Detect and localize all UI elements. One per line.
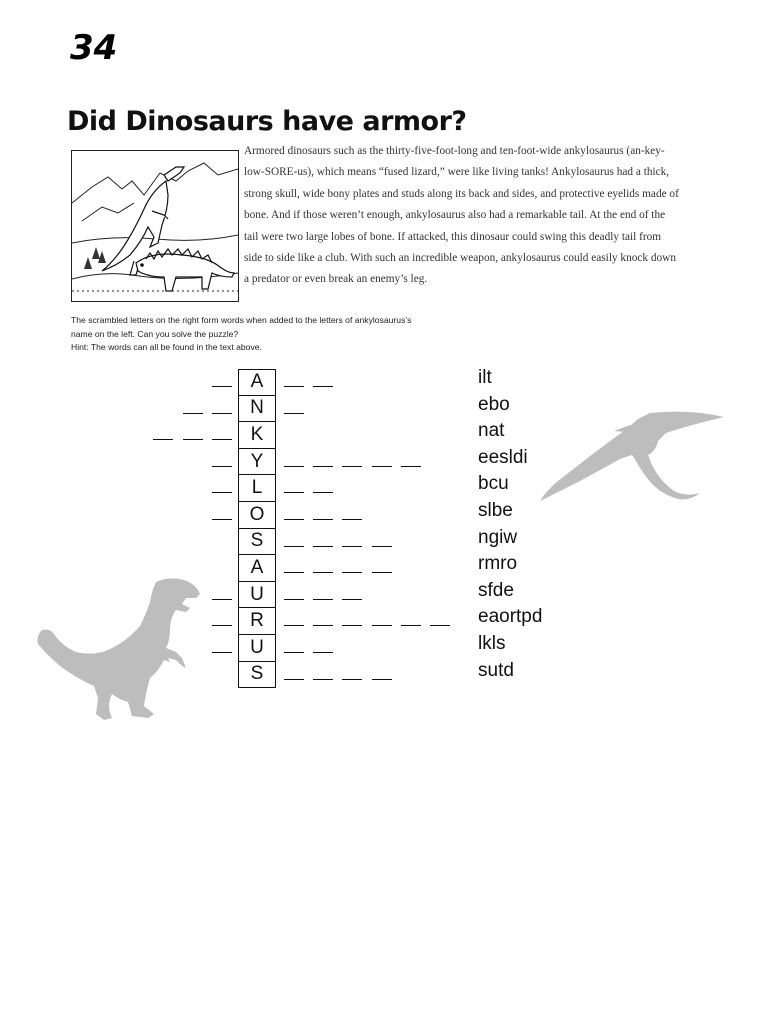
scrambled-letters: bcu (478, 473, 509, 495)
scrambled-letters: eaortpd (478, 606, 543, 628)
left-answer-blank[interactable] (153, 439, 173, 440)
puzzle-row (0, 608, 768, 635)
ankylosaurus-letter: N (238, 396, 276, 423)
right-answer-blank[interactable] (284, 599, 304, 600)
ankylosaurus-letter: A (238, 369, 276, 396)
right-answer-blank[interactable] (372, 466, 392, 467)
right-answer-blank[interactable] (313, 466, 333, 467)
scrambled-letters: ilt (478, 367, 492, 388)
right-answer-blank[interactable] (284, 546, 304, 547)
left-answer-blank[interactable] (212, 599, 232, 600)
right-answer-blank[interactable] (372, 625, 392, 626)
left-answer-blank[interactable] (212, 386, 232, 387)
ankylosaurus-letter: A (238, 555, 276, 582)
left-answer-blank[interactable] (183, 439, 203, 440)
puzzle-row (0, 526, 768, 556)
right-answer-blank[interactable] (313, 679, 333, 680)
right-answer-blank[interactable] (342, 572, 362, 573)
right-answer-blank[interactable] (284, 572, 304, 573)
left-answer-blank[interactable] (212, 492, 232, 493)
left-answer-blank[interactable] (183, 413, 203, 414)
right-answer-blank[interactable] (284, 519, 304, 520)
right-answer-blank[interactable] (284, 492, 304, 493)
scrambled-letters: ngiw (478, 526, 518, 548)
page-number: 34 (70, 28, 118, 68)
left-answer-blank[interactable] (212, 439, 232, 440)
right-answer-blank[interactable] (284, 625, 304, 626)
puzzle-row (0, 422, 768, 449)
right-answer-blank[interactable] (284, 679, 304, 680)
instructions (71, 314, 491, 355)
right-answer-blank[interactable] (342, 679, 362, 680)
right-answer-blank[interactable] (313, 519, 333, 520)
left-answer-blank[interactable] (212, 652, 232, 653)
puzzle-row (0, 393, 768, 423)
right-answer-blank[interactable] (313, 386, 333, 387)
right-answer-blank[interactable] (372, 546, 392, 547)
puzzle-row (0, 446, 768, 476)
puzzle-row (0, 369, 768, 396)
right-answer-blank[interactable] (313, 652, 333, 653)
instructions-line-1: The scrambled letters on the right form words when added to the letters of ankylosaurus’s (71, 315, 412, 325)
scrambled-letters: sfde (478, 579, 514, 601)
right-answer-blank[interactable] (313, 599, 333, 600)
right-answer-blank[interactable] (342, 599, 362, 600)
left-answer-blank[interactable] (212, 625, 232, 626)
right-answer-blank[interactable] (313, 625, 333, 626)
instructions-line-2: name on the left. Can you solve the puzzle? (71, 328, 239, 339)
scrambled-letters: eesldi (478, 446, 528, 468)
right-answer-blank[interactable] (401, 625, 421, 626)
right-answer-blank[interactable] (313, 492, 333, 493)
right-answer-blank[interactable] (342, 519, 362, 520)
puzzle-row (0, 579, 768, 609)
right-answer-blank[interactable] (430, 625, 450, 626)
ankylosaurus-letter: R (238, 608, 276, 635)
right-answer-blank[interactable] (401, 466, 421, 467)
scrambled-letters: nat (478, 420, 505, 442)
right-answer-blank[interactable] (342, 466, 362, 467)
body-text: Armored dinosaurs such as the thirty-five-foot-long and ten-foot-wide ankylosaurus (an-key-low-SORE-us), which means “fused lizard,” were like living tanks! Ankylosaurus had a thick, strong skull, wide bony plates and studs along its back and sides, and protective eyelids made of bone. And if those weren’t enough, ankylosaurus also had a remarkable tail. At the end of the tail were two large lobes of bone. If attacked, this dinosaur could swing this deadly tail from side to side like a club. With such an incredible weapon, ankylosaurus could easily knock down a predator or even break an enemy’s leg. (244, 145, 679, 286)
ankylosaurus-letter: S (238, 662, 276, 689)
ankylosaurus-drawing-icon (72, 151, 238, 301)
scrambled-letters: sutd (478, 659, 514, 681)
left-answer-blank[interactable] (212, 519, 232, 520)
hint-text: Hint: The words can all be found in the text above. (71, 342, 262, 353)
ankylosaurus-letter: Y (238, 449, 276, 476)
ankylosaurus-letter: K (238, 422, 276, 449)
puzzle-row (0, 502, 768, 529)
scrambled-letters: slbe (478, 500, 513, 521)
dinosaur-illustration (71, 150, 239, 302)
right-answer-blank[interactable] (372, 679, 392, 680)
left-answer-blank[interactable] (212, 413, 232, 414)
puzzle-row (0, 475, 768, 502)
ankylosaurus-letter: U (238, 635, 276, 662)
scrambled-letters: lkls (478, 633, 506, 654)
right-answer-blank[interactable] (284, 652, 304, 653)
right-answer-blank[interactable] (372, 572, 392, 573)
puzzle-row (0, 555, 768, 582)
right-answer-blank[interactable] (313, 546, 333, 547)
puzzle-row (0, 635, 768, 662)
right-answer-blank[interactable] (342, 625, 362, 626)
ankylosaurus-letter: L (238, 475, 276, 502)
right-answer-blank[interactable] (284, 466, 304, 467)
left-answer-blank[interactable] (212, 466, 232, 467)
ankylosaurus-letter: O (238, 502, 276, 529)
right-answer-blank[interactable] (284, 386, 304, 387)
right-answer-blank[interactable] (284, 413, 304, 414)
ankylosaurus-letter: U (238, 582, 276, 609)
ankylosaurus-letter: S (238, 529, 276, 556)
scrambled-letters: rmro (478, 553, 518, 575)
right-answer-blank[interactable] (313, 572, 333, 573)
puzzle-row (0, 659, 768, 689)
page-title: Did Dinosaurs have armor? (67, 106, 467, 137)
scrambled-letters: ebo (478, 393, 510, 415)
right-answer-blank[interactable] (342, 546, 362, 547)
